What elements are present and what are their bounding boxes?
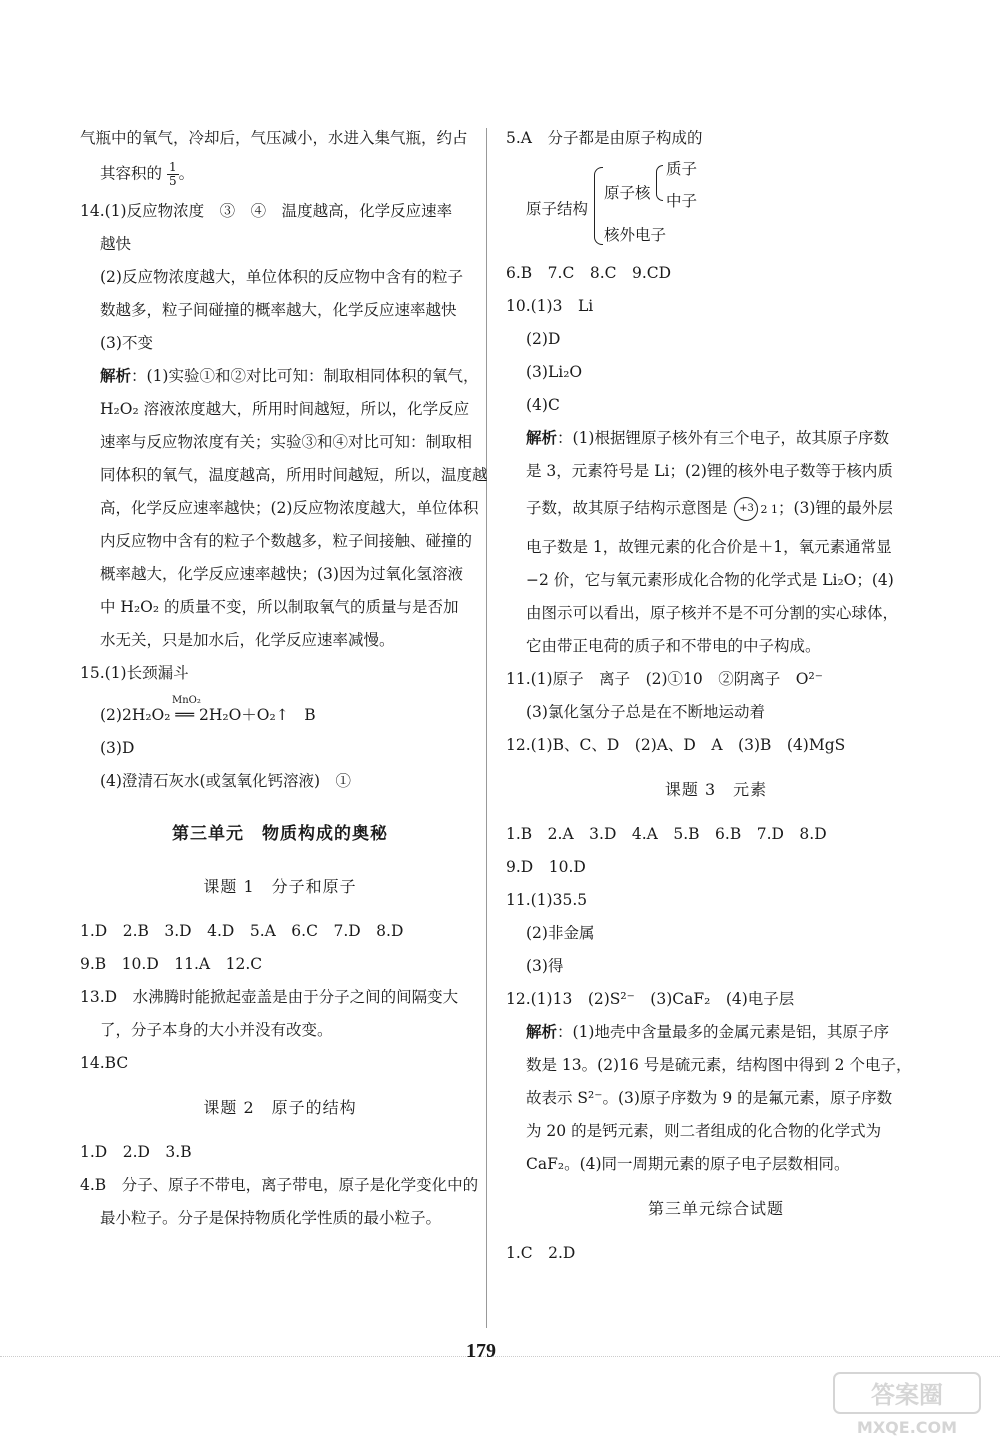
text-line: 1.D 2.B 3.D 4.D 5.A 6.C 7.D 8.D <box>80 922 404 940</box>
text-line: 13.D 水沸腾时能掀起壶盖是由于分子之间的间隔变大 <box>80 988 459 1006</box>
text-line: 了，分子本身的大小并没有改变。 <box>100 1021 333 1039</box>
text-line: (3)氯化氢分子总是在不断地运动着 <box>526 703 765 721</box>
text-line: 数越多，粒子间碰撞的概率越大，化学反应速率越快 <box>100 301 457 319</box>
text-span: 其容积的 <box>100 164 163 183</box>
text-line: 数是 13。(2)16 号是硫元素，结构图中得到 2 个电子， <box>526 1056 912 1074</box>
text-line: 高，化学反应速率越快；(2)反应物浓度越大，单位体积 <box>100 499 479 517</box>
analysis-line <box>506 428 926 448</box>
text-line: 它由带正电荷的质子和不带电的中子构成。 <box>526 637 821 655</box>
text-span: 子数，故其原子结构示意图是 <box>526 499 728 517</box>
analysis-label: 解析 <box>526 428 558 447</box>
text-line: 9.D 10.D <box>506 858 586 876</box>
brace <box>656 165 663 201</box>
answer-14: 14.(1)反应物浓度 ③ ④ 温度越高，化学反应速率 <box>80 202 453 220</box>
electron-shells: 2 1 <box>760 503 778 516</box>
text-line: 4.B 分子、原子不带电，离子带电，原子是化学变化中的 <box>80 1176 479 1194</box>
text-span: ：(1)地壳中含量最多的金属元素是铝，其原子序 <box>557 1023 889 1041</box>
text-line: 12.(1)B、C、D (2)A、D A (3)B (4)MgS <box>506 736 846 754</box>
left-column <box>80 128 488 1241</box>
equation-line <box>80 695 480 725</box>
analysis-label: 解析 <box>100 366 132 385</box>
text-line: (3)D <box>100 739 135 757</box>
struct-neutron: 中子 <box>666 192 698 210</box>
text-line: CaF₂。(4)同一周期元素的原子电子层数相同。 <box>526 1155 850 1173</box>
column-divider <box>486 128 487 1328</box>
text-line: (2)D <box>526 330 561 348</box>
text-line: 10.(1)3 Li <box>506 297 594 315</box>
text-line <box>506 494 926 524</box>
test-title: 第三单元综合试题 <box>647 1199 784 1218</box>
brace <box>594 167 603 245</box>
lesson-title: 课题 2 原子的结构 <box>203 1098 357 1117</box>
page-number: 179 <box>466 1340 496 1362</box>
analysis-label: 解析 <box>526 1022 558 1041</box>
text-line: −2 价，它与氧元素形成化合物的化学式是 Li₂O；(4) <box>526 571 894 589</box>
text-line: 同体积的氧气，温度越高，所用时间越短，所以，温度越 <box>100 466 488 484</box>
struct-nucleus: 原子核 <box>604 184 651 202</box>
text-line: 是 3，元素符号是 Li；(2)锂的核外电子数等于核内质 <box>526 462 893 480</box>
struct-electron: 核外电子 <box>604 226 667 244</box>
struct-proton: 质子 <box>666 160 698 178</box>
text-line: (3)Li₂O <box>526 363 583 381</box>
fraction-numerator: 1 <box>168 160 177 174</box>
chemical-equation: (2)2H₂O₂ ══ 2H₂O＋O₂↑ B <box>100 706 316 724</box>
text-line: 11.(1)35.5 <box>506 891 588 909</box>
text-line: 越快 <box>100 235 132 253</box>
text-line: 12.(1)13 (2)S²⁻ (3)CaF₂ (4)电子层 <box>506 990 795 1008</box>
fraction <box>167 161 179 188</box>
scan-noise-line <box>0 1356 1000 1367</box>
text-line: (3)不变 <box>100 334 153 352</box>
catalyst-label: MnO₂ <box>172 695 201 706</box>
right-column <box>506 128 926 1276</box>
text-span: ：(1)实验①和②对比可知：制取相同体积的氧气， <box>131 367 479 385</box>
lesson-title: 课题 3 元素 <box>664 780 768 799</box>
text-span: ：(1)根据锂原子核外有三个电子，故其原子序数 <box>557 429 889 447</box>
unit-title: 第三单元 物质构成的奥秘 <box>172 824 388 844</box>
text-line: 5.A 分子都是由原子构成的 <box>506 129 703 147</box>
text-line: 中 H₂O₂ 的质量不变，所以制取氧气的质量与是否加 <box>100 598 459 616</box>
text-line: 概率越大，化学反应速率越快；(3)因为过氧化氢溶液 <box>100 565 463 583</box>
text-line: 水无关，只是加水后，化学反应速率减慢。 <box>100 631 395 649</box>
text-span: 。 <box>178 164 195 183</box>
text-line: 由图示可以看出，原子核并不是不可分割的实心球体， <box>526 604 899 622</box>
text-line: 1.C 2.D <box>506 1244 576 1262</box>
svg-text:答案圈: 答案圈 <box>871 1381 943 1409</box>
text-line: 9.B 10.D 11.A 12.C <box>80 955 263 973</box>
lesson-title: 课题 1 分子和原子 <box>203 877 357 896</box>
analysis-line <box>506 1022 926 1042</box>
watermark-logo <box>832 1369 982 1439</box>
text-line <box>80 161 480 188</box>
text-line: 1.D 2.D 3.B <box>80 1143 192 1161</box>
text-line: 6.B 7.C 8.C 9.CD <box>506 264 672 282</box>
answer-15: 15.(1)长颈漏斗 <box>80 664 189 682</box>
text-span: ；(3)锂的最外层 <box>777 499 893 517</box>
text-line: 内反应物中含有的粒子个数越多，粒子间接触、碰撞的 <box>100 532 473 550</box>
text-line: 为 20 的是钙元素，则二者组成的化合物的化学式为 <box>526 1122 882 1140</box>
atom-nucleus-icon: +3 <box>734 497 758 521</box>
fraction-denominator: 5 <box>168 174 177 188</box>
text-line: 最小粒子。分子是保持物质化学性质的最小粒子。 <box>100 1209 442 1227</box>
text-line: (2)非金属 <box>526 924 595 942</box>
text-line: 故表示 S²⁻。(3)原子序数为 9 的是氟元素，原子序数 <box>526 1089 893 1107</box>
text-line: 1.B 2.A 3.D 4.A 5.B 6.B 7.D 8.D <box>506 825 827 843</box>
text-line: 速率与反应物浓度有关；实验③和④对比可知：制取相 <box>100 433 473 451</box>
struct-root: 原子结构 <box>526 200 589 218</box>
text-line: 气瓶中的氧气，冷却后，气压减小，水进入集气瓶，约占 <box>80 129 468 147</box>
text-line: 14.BC <box>80 1054 129 1072</box>
text-line: H₂O₂ 溶液浓度越大，所用时间越短，所以，化学反应 <box>100 400 470 418</box>
text-line: 电子数是 1，故锂元素的化合价是＋1，氧元素通常显 <box>526 538 892 556</box>
text-line: (4)澄清石灰水(或氢氧化钙溶液) ① <box>100 772 352 790</box>
svg-text:MXQE.COM: MXQE.COM <box>856 1418 958 1437</box>
text-line: (3)得 <box>526 957 564 975</box>
atom-structure-diagram <box>506 161 926 253</box>
text-line: 11.(1)原子 离子 (2)①10 ②阴离子 O²⁻ <box>506 670 823 688</box>
text-line: (2)反应物浓度越大，单位体积的反应物中含有的粒子 <box>100 268 463 286</box>
text-line: (4)C <box>526 396 560 414</box>
analysis-line <box>80 366 480 386</box>
